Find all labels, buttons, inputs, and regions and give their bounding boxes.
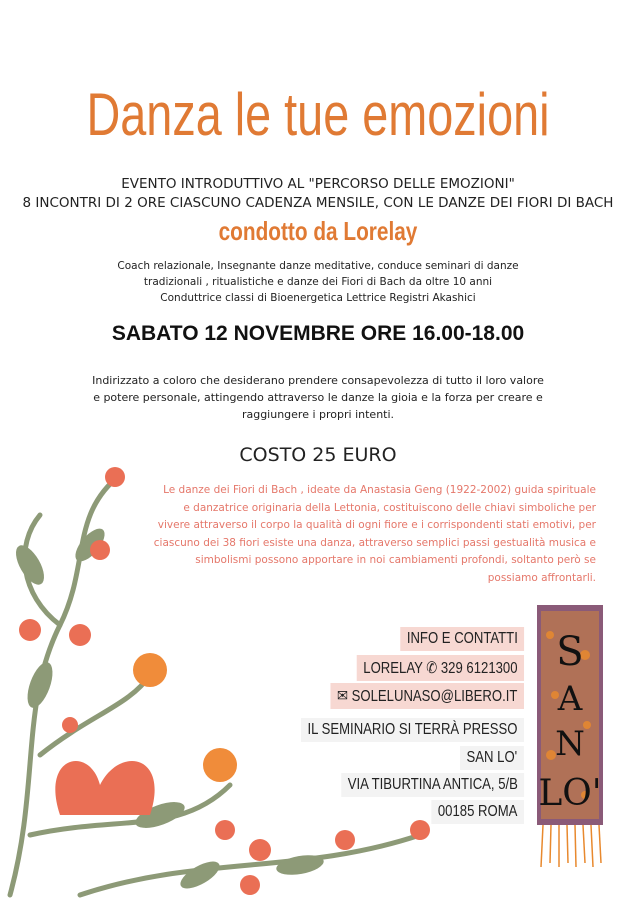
contacts-heading: INFO E CONTATTI bbox=[400, 627, 524, 651]
svg-text:N: N bbox=[555, 724, 585, 764]
contact-phone: LORELAY ✆ 329 6121300 bbox=[357, 655, 524, 681]
contact-email: ✉ SOLELUNASO@LIBERO.IT bbox=[331, 683, 524, 709]
svg-text:S: S bbox=[556, 629, 584, 675]
subtitle-line-1: EVENTO INTRODUTTIVO AL "PERCORSO DELLE EMOZIONI" bbox=[121, 176, 515, 192]
floral-decoration bbox=[0, 455, 440, 900]
description-line: vivere attraverso il corpo la qualità di ogni fiore e i corrispondenti stati emotivi, per bbox=[157, 519, 596, 531]
description-line: simbolismi possono apportare in noi cambiamenti profondi, soltanto però se bbox=[195, 554, 596, 566]
description-line: e danzatrice originaria della Lettonia, costituiscono delle chiavi simboliche per bbox=[183, 501, 596, 514]
venue-line-3: VIA TIBURTINA ANTICA, 5/B bbox=[341, 773, 524, 797]
bio-line-3: Conduttrice classi di Bioenergetica Lettrice Registri Akashici bbox=[160, 292, 476, 304]
conducted-by: condotto da Lorelay bbox=[218, 216, 418, 246]
event-date: SABATO 12 NOVEMBRE ORE 16.00-18.00 bbox=[111, 322, 525, 345]
subtitle-line-2: 8 INCONTRI DI 2 ORE CIASCUNO CADENZA MENSILE, CON LE DANZE DEI FIORI DI BACH bbox=[22, 195, 614, 211]
bio-line-2: tradizionali , ritualistiche e danze dei Fiori di Bach da oltre 10 anni bbox=[143, 276, 493, 288]
bio-line-1: Coach relazionale, Insegnante danze meditative, conduce seminari di danze bbox=[117, 260, 519, 272]
svg-text:A: A bbox=[557, 679, 583, 719]
venue-line-2: SAN LO' bbox=[460, 746, 524, 770]
description-line: ciascuno dei 38 fiori esiste una danza, attraverso semplici passi gestualità musica e bbox=[153, 536, 596, 549]
description-line: Le danze dei Fiori di Bach , ideate da Anastasia Geng (1922-2002) guida spirituale bbox=[163, 484, 596, 496]
title: Danza le tue emozioni bbox=[86, 81, 550, 148]
audience-line-2: e potere personale, attingendo attraverso le danze la gioia e la forza per creare e bbox=[93, 391, 543, 404]
audience-line-3: raggiungere i propri intenti. bbox=[241, 408, 395, 421]
cost: COSTO 25 EURO bbox=[239, 444, 397, 466]
audience-line-1: Indirizzato a coloro che desiderano prendere consapevolezza di tutto il loro valore bbox=[92, 374, 544, 387]
venue-line-4: 00185 ROMA bbox=[431, 800, 524, 824]
venue-line-1: IL SEMINARIO SI TERRÀ PRESSO bbox=[301, 718, 524, 742]
description-line: possiamo affrontarli. bbox=[487, 571, 596, 584]
san-lo-logo bbox=[535, 605, 605, 870]
svg-text:LO': LO' bbox=[538, 773, 602, 814]
